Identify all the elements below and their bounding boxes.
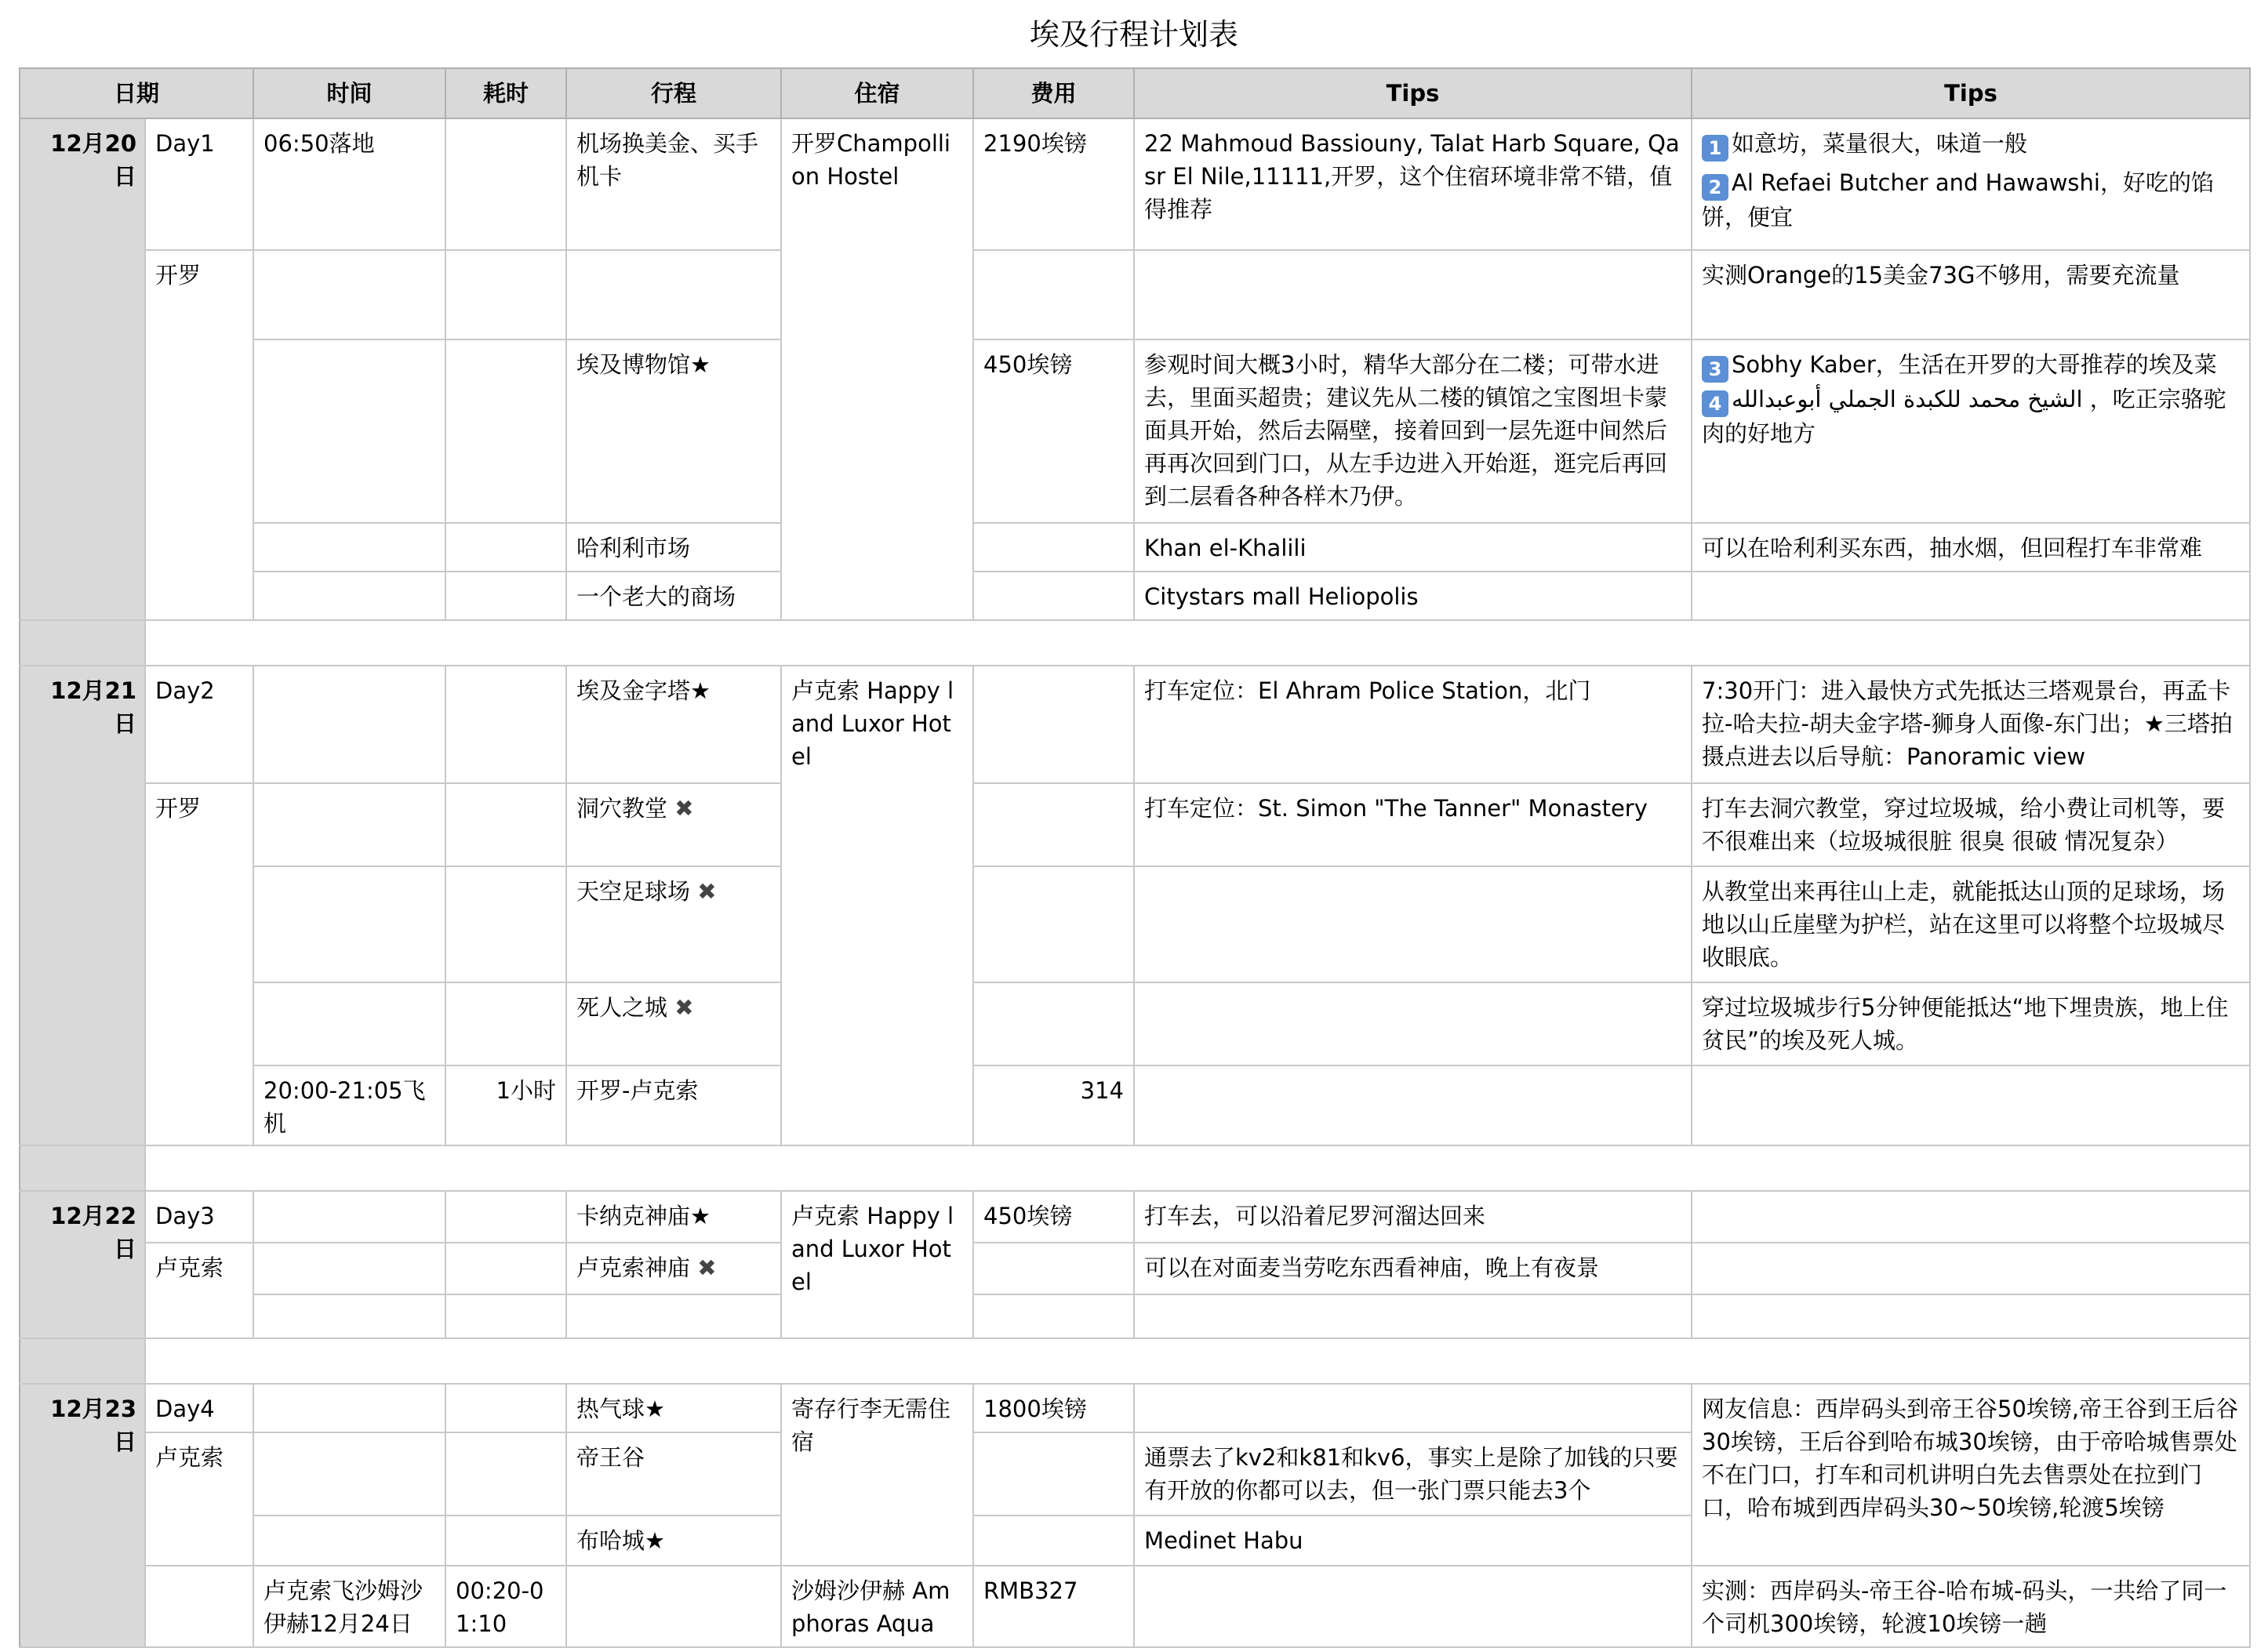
tips-cell[interactable] xyxy=(1134,982,1692,1065)
header-trip[interactable]: 行程 xyxy=(566,68,781,118)
trip-cell[interactable] xyxy=(566,866,781,982)
duration-cell[interactable] xyxy=(445,982,566,1065)
table-row xyxy=(20,783,2250,866)
time-cell[interactable] xyxy=(253,1243,445,1294)
duration-cell[interactable] xyxy=(445,118,566,250)
table-row xyxy=(20,1384,2250,1432)
tips-cell[interactable]: Citystars mall Heliopolis xyxy=(1134,572,1692,620)
header-tips-2[interactable]: Tips xyxy=(1692,68,2250,118)
cost-cell[interactable]: 314 xyxy=(973,1065,1134,1145)
trip-cell[interactable]: 卡纳克神庙★ xyxy=(566,1191,781,1243)
cost-cell[interactable] xyxy=(973,250,1134,339)
trip-label: 天空足球场 xyxy=(576,878,691,905)
duration-cell[interactable] xyxy=(445,1516,566,1566)
tips-cell[interactable] xyxy=(1134,1065,1692,1145)
cost-cell[interactable]: 1800埃镑 xyxy=(973,1384,1134,1432)
tips2-cell[interactable] xyxy=(1692,1294,2250,1338)
itinerary-table xyxy=(19,67,2251,1648)
duration-cell[interactable] xyxy=(445,783,566,866)
trip-cell[interactable]: 埃及金字塔★ xyxy=(566,666,781,783)
duration-cell[interactable] xyxy=(445,666,566,783)
city-cell[interactable]: 卢克索 xyxy=(145,1243,253,1338)
duration-cell[interactable] xyxy=(445,250,566,339)
table-row xyxy=(20,1294,2250,1338)
sheet-title: 埃及行程计划表 xyxy=(1029,17,1238,52)
stay-cell[interactable]: 开罗Champollion Hostel xyxy=(781,118,973,620)
time-cell[interactable] xyxy=(253,1516,445,1566)
tips-cell[interactable]: 22 Mahmoud Bassiouny, Talat Harb Square, Qasr El Nile,11111,开罗，这个住宿环境非常不错，值得推荐 xyxy=(1134,118,1692,250)
tip-text: 如意坊，菜量很大，味道一般 xyxy=(1732,130,2028,157)
duration-cell[interactable]: 00:20-01:10 xyxy=(445,1566,566,1647)
table-row xyxy=(20,339,2250,523)
time-cell[interactable] xyxy=(253,1384,445,1432)
trip-cell[interactable] xyxy=(566,250,781,339)
trip-cell[interactable]: 机场换美金、买手机卡 xyxy=(566,118,781,250)
cost-cell[interactable] xyxy=(973,1432,1134,1516)
tips2-cell[interactable]: 从教堂出来再往山上走，就能抵达山顶的足球场，场地以山丘崖壁为护栏，站在这里可以将整个垃圾城尽收眼底。 xyxy=(1692,866,2250,982)
trip-cell[interactable]: 哈利利市场 xyxy=(566,523,781,572)
header-date[interactable]: 日期 xyxy=(20,68,253,118)
time-cell[interactable] xyxy=(253,250,445,339)
day-cell[interactable]: Day3 xyxy=(145,1191,253,1243)
duration-cell[interactable] xyxy=(445,339,566,523)
header-duration[interactable]: 耗时 xyxy=(445,68,566,118)
time-cell[interactable] xyxy=(253,783,445,866)
tips-cell[interactable]: 打车去，可以沿着尼罗河溜达回来 xyxy=(1134,1191,1692,1243)
day-cell[interactable]: Day1 xyxy=(145,118,253,250)
date-cell[interactable]: 12月20日 xyxy=(20,118,145,620)
separator-row xyxy=(20,1338,2250,1384)
cross-mark-icon: ✖ xyxy=(674,795,694,822)
tips2-cell[interactable] xyxy=(1692,118,2250,250)
time-cell[interactable] xyxy=(253,1432,445,1516)
cost-cell[interactable] xyxy=(973,1243,1134,1294)
tips-cell[interactable]: 通票去了kv2和k81和kv6，事实上是除了加钱的只要有开放的你都可以去，但一张门票只能去3个 xyxy=(1134,1432,1692,1516)
tips2-cell[interactable] xyxy=(1692,572,2250,620)
city-cell[interactable]: 开罗 xyxy=(145,783,253,1145)
time-cell[interactable] xyxy=(253,523,445,572)
cost-cell[interactable] xyxy=(973,1516,1134,1566)
tips2-cell[interactable]: 穿过垃圾城步行5分钟便能抵达“地下埋贵族，地上住贫民”的埃及死人城。 xyxy=(1692,982,2250,1065)
date-cell[interactable]: 12月21日 xyxy=(20,666,145,1145)
duration-cell[interactable] xyxy=(445,572,566,620)
duration-cell[interactable] xyxy=(445,523,566,572)
time-cell[interactable]: 20:00-21:05飞机 xyxy=(253,1065,445,1145)
cost-cell[interactable]: 450埃镑 xyxy=(973,1191,1134,1243)
tips-cell[interactable]: 打车定位：St. Simon "The Tanner" Monastery xyxy=(1134,783,1692,866)
tips2-cell[interactable]: 网友信息：西岸码头到帝王谷50埃镑,帝王谷到王后谷30埃镑，王后谷到哈布城30埃镑，由于帝哈城售票处不在门口，打车和司机讲明白先去售票处在拉到门口，哈布城到西岸码头30~50埃镑,轮渡5埃镑 xyxy=(1692,1384,2250,1566)
tips-cell[interactable] xyxy=(1134,250,1692,339)
city-cell[interactable]: 卢克索 xyxy=(145,1432,253,1566)
keycap-4-icon: 4 xyxy=(1702,390,1728,417)
time-cell[interactable] xyxy=(253,866,445,982)
trip-cell[interactable] xyxy=(566,1566,781,1647)
stay-cell[interactable]: 卢克索 Happy land Luxor Hotel xyxy=(781,666,973,1145)
trip-label: 洞穴教堂 xyxy=(576,795,668,822)
tips-cell[interactable]: Khan el-Khalili xyxy=(1134,523,1692,572)
date-cell[interactable]: 12月22日 xyxy=(20,1191,145,1338)
cost-cell[interactable] xyxy=(973,783,1134,866)
tips-cell[interactable] xyxy=(1134,1294,1692,1338)
table-row xyxy=(20,250,2250,339)
keycap-1-icon: 1 xyxy=(1702,135,1728,162)
table-row xyxy=(20,1191,2250,1243)
cost-cell[interactable] xyxy=(973,572,1134,620)
trip-cell[interactable]: 埃及博物馆★ xyxy=(566,339,781,523)
empty-cell xyxy=(145,1338,2250,1384)
header-tips-1[interactable]: Tips xyxy=(1134,68,1692,118)
tip-text: Sobhy Kaber，生活在开罗的大哥推荐的埃及菜 xyxy=(1732,351,2217,378)
stay-cell[interactable]: 卢克索 Happy land Luxor Hotel xyxy=(781,1191,973,1338)
time-cell[interactable] xyxy=(253,1294,445,1338)
cross-mark-icon: ✖ xyxy=(697,1254,717,1281)
cost-cell[interactable] xyxy=(973,666,1134,783)
tips2-cell[interactable]: 可以在哈利利买东西，抽水烟，但回程打车非常难 xyxy=(1692,523,2250,572)
header-time[interactable]: 时间 xyxy=(253,68,445,118)
cost-cell[interactable] xyxy=(973,982,1134,1065)
date-cell[interactable]: 12月23日 xyxy=(20,1384,145,1647)
trip-cell[interactable] xyxy=(566,1294,781,1338)
tips2-cell[interactable] xyxy=(1692,1191,2250,1243)
city-cell[interactable]: 开罗 xyxy=(145,250,253,620)
tips2-cell[interactable]: 7:30开门：进入最快方式先抵达三塔观景台，再孟卡拉-哈夫拉-胡夫金字塔-狮身人面像-东门出；★三塔拍摄点进去以后导航：Panoramic view xyxy=(1692,666,2250,783)
cost-cell[interactable] xyxy=(973,1294,1134,1338)
table-row xyxy=(20,1566,2250,1647)
table-row xyxy=(20,523,2250,572)
table-row xyxy=(20,666,2250,783)
time-cell[interactable]: 卢克索飞沙姆沙伊赫12月24日 xyxy=(253,1566,445,1647)
separator-row xyxy=(20,620,2250,666)
duration-cell[interactable] xyxy=(445,1432,566,1516)
time-cell[interactable] xyxy=(253,572,445,620)
keycap-2-icon: 2 xyxy=(1702,174,1728,201)
time-cell[interactable] xyxy=(253,982,445,1065)
trip-cell[interactable]: 布哈城★ xyxy=(566,1516,781,1566)
trip-cell[interactable] xyxy=(566,783,781,866)
trip-cell[interactable] xyxy=(566,1243,781,1294)
time-cell[interactable]: 06:50落地 xyxy=(253,118,445,250)
date-cell xyxy=(20,1338,145,1384)
trip-cell[interactable] xyxy=(566,982,781,1065)
duration-cell[interactable] xyxy=(445,1384,566,1432)
table-row xyxy=(20,1243,2250,1294)
duration-cell[interactable] xyxy=(445,1294,566,1338)
time-cell[interactable] xyxy=(253,666,445,783)
duration-cell[interactable] xyxy=(445,866,566,982)
table-row xyxy=(20,1065,2250,1145)
keycap-3-icon: 3 xyxy=(1702,356,1728,383)
table-row xyxy=(20,982,2250,1065)
time-cell[interactable] xyxy=(253,1191,445,1243)
header-cost[interactable]: 费用 xyxy=(973,68,1134,118)
tips-cell[interactable]: 参观时间大概3小时，精华大部分在二楼；可带水进去，里面买超贵；建议先从二楼的镇馆之宝图坦卡蒙面具开始，然后去隔壁，接着回到一层先逛中间然后再再次回到门口，从左手边进入开始逛，逛完后再回到二层看各种各样木乃伊。 xyxy=(1134,339,1692,523)
cost-cell[interactable] xyxy=(973,866,1134,982)
stay-cell[interactable]: 寄存行李无需住宿 xyxy=(781,1384,973,1566)
cost-cell[interactable]: RMB327 xyxy=(973,1566,1134,1647)
tips-cell[interactable] xyxy=(1134,866,1692,982)
tip-text: Al Refaei Butcher and Hawawshi，好吃的馅饼，便宜 xyxy=(1702,169,2214,231)
tips2-cell[interactable]: 打车去洞穴教堂，穿过垃圾城，给小费让司机等，要不很难出来（垃圾城很脏 很臭 很破 情况复杂） xyxy=(1692,783,2250,866)
trip-cell[interactable]: 热气球★ xyxy=(566,1384,781,1432)
time-cell[interactable] xyxy=(253,339,445,523)
separator-row xyxy=(20,1145,2250,1191)
tips-cell[interactable]: Medinet Habu xyxy=(1134,1516,1692,1566)
tips-cell[interactable]: 打车定位：El Ahram Police Station，北门 xyxy=(1134,666,1692,783)
cross-mark-icon: ✖ xyxy=(674,994,694,1021)
trip-cell[interactable]: 帝王谷 xyxy=(566,1432,781,1516)
cross-mark-icon: ✖ xyxy=(697,878,717,905)
cost-cell[interactable]: 450埃镑 xyxy=(973,339,1134,523)
tips2-cell[interactable] xyxy=(1692,1243,2250,1294)
day-cell[interactable]: Day2 xyxy=(145,666,253,783)
tips2-cell[interactable] xyxy=(1692,339,2250,523)
duration-cell[interactable] xyxy=(445,1191,566,1243)
city-cell[interactable] xyxy=(145,1566,253,1647)
cost-cell[interactable] xyxy=(973,523,1134,572)
trip-cell[interactable]: 开罗-卢克索 xyxy=(566,1065,781,1145)
tips-cell[interactable]: 可以在对面麦当劳吃东西看神庙，晚上有夜景 xyxy=(1134,1243,1692,1294)
stay-cell[interactable]: 沙姆沙伊赫 Amphoras Aqua xyxy=(781,1566,973,1647)
duration-cell[interactable] xyxy=(445,1243,566,1294)
tips-cell[interactable] xyxy=(1134,1566,1692,1647)
cost-cell[interactable]: 2190埃镑 xyxy=(973,118,1134,250)
tips2-cell[interactable]: 实测：西岸码头-帝王谷-哈布城-码头，一共给了同一个司机300埃镑，轮渡10埃镑一趟 xyxy=(1692,1566,2250,1647)
day-cell[interactable]: Day4 xyxy=(145,1384,253,1432)
tip-text: الشيخ محمد للكبدة الجملي أبوعبدالله ，吃正宗骆驼肉的好地方 xyxy=(1702,386,2226,447)
trip-cell[interactable]: 一个老大的商场 xyxy=(566,572,781,620)
table-row xyxy=(20,572,2250,620)
header-row xyxy=(20,68,2250,118)
date-cell xyxy=(20,1145,145,1191)
trip-label: 卢克索神庙 xyxy=(576,1254,691,1281)
duration-cell[interactable]: 1小时 xyxy=(445,1065,566,1145)
tips2-cell[interactable]: 实测Orange的15美金73G不够用，需要充流量 xyxy=(1692,250,2250,339)
tips-cell[interactable] xyxy=(1134,1384,1692,1432)
table-row xyxy=(20,118,2250,250)
trip-label: 死人之城 xyxy=(576,994,668,1021)
date-cell xyxy=(20,620,145,666)
header-stay[interactable]: 住宿 xyxy=(781,68,973,118)
empty-cell xyxy=(145,620,2250,666)
tips2-cell[interactable] xyxy=(1692,1065,2250,1145)
table-row xyxy=(20,866,2250,982)
empty-cell xyxy=(145,1145,2250,1191)
